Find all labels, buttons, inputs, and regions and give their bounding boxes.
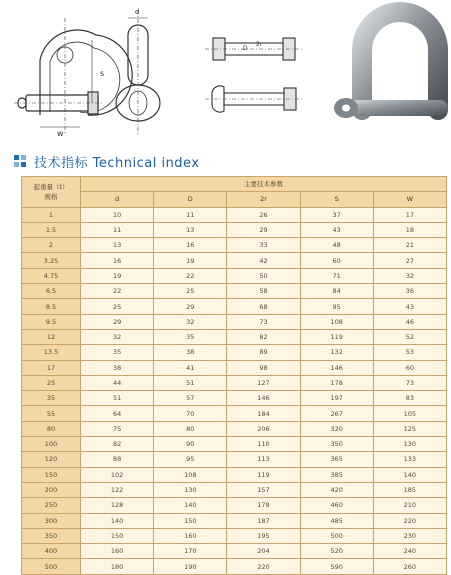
table-cell: 150 bbox=[81, 528, 154, 543]
row-label-cell: 120 bbox=[22, 452, 81, 467]
table-cell: 19 bbox=[81, 268, 154, 283]
column-header: D bbox=[154, 192, 227, 207]
table-cell: 83 bbox=[373, 391, 446, 406]
table-cell: 58 bbox=[227, 284, 300, 299]
table-cell: 157 bbox=[227, 482, 300, 497]
table-cell: 50 bbox=[227, 268, 300, 283]
table-cell: 170 bbox=[154, 544, 227, 559]
table-cell: 60 bbox=[373, 360, 446, 375]
row-label-cell: 25 bbox=[22, 375, 81, 390]
table-cell: 108 bbox=[300, 314, 373, 329]
table-cell: 16 bbox=[154, 238, 227, 253]
table-cell: 230 bbox=[373, 528, 446, 543]
table-cell: 127 bbox=[227, 375, 300, 390]
row-label-cell: 55 bbox=[22, 406, 81, 421]
table-cell: 146 bbox=[300, 360, 373, 375]
table-cell: 80 bbox=[154, 421, 227, 436]
table-cell: 19 bbox=[154, 253, 227, 268]
table-cell: 365 bbox=[300, 452, 373, 467]
table-cell: 46 bbox=[373, 314, 446, 329]
table-cell: 385 bbox=[300, 467, 373, 482]
table-cell: 320 bbox=[300, 421, 373, 436]
header-squares-icon bbox=[14, 155, 26, 167]
table-cell: 146 bbox=[227, 391, 300, 406]
table-cell: 90 bbox=[154, 437, 227, 452]
table-row bbox=[22, 375, 447, 390]
table-cell: 68 bbox=[227, 299, 300, 314]
table-cell: 125 bbox=[373, 421, 446, 436]
table-cell: 32 bbox=[81, 329, 154, 344]
table-cell: 25 bbox=[154, 284, 227, 299]
row-label-cell: 100 bbox=[22, 437, 81, 452]
table-cell: 485 bbox=[300, 513, 373, 528]
table-row bbox=[22, 238, 447, 253]
table-cell: 71 bbox=[300, 268, 373, 283]
table-row bbox=[22, 207, 447, 222]
table-cell: 110 bbox=[227, 437, 300, 452]
table-cell: 33 bbox=[227, 238, 300, 253]
table-cell: 520 bbox=[300, 544, 373, 559]
table-cell: 44 bbox=[81, 375, 154, 390]
table-row bbox=[22, 452, 447, 467]
table-row bbox=[22, 544, 447, 559]
table-row bbox=[22, 360, 447, 375]
table-cell: 178 bbox=[227, 498, 300, 513]
table-cell: 128 bbox=[81, 498, 154, 513]
table-cell: 82 bbox=[81, 437, 154, 452]
load-header: 起重量（t） bbox=[33, 182, 69, 191]
table-row bbox=[22, 268, 447, 283]
table-cell: 32 bbox=[373, 268, 446, 283]
column-header: 2r bbox=[227, 192, 300, 207]
table-cell: 43 bbox=[300, 222, 373, 237]
table-row bbox=[22, 391, 447, 406]
row-label-cell: 35 bbox=[22, 391, 81, 406]
table-row bbox=[22, 284, 447, 299]
table-cell: 64 bbox=[81, 406, 154, 421]
table-cell: 119 bbox=[300, 329, 373, 344]
table-cell: 36 bbox=[373, 284, 446, 299]
table-row bbox=[22, 253, 447, 268]
dim-D-label: D bbox=[243, 45, 248, 52]
table-row bbox=[22, 421, 447, 436]
table-cell: 130 bbox=[373, 437, 446, 452]
row-label-cell: 4.75 bbox=[22, 268, 81, 283]
table-cell: 102 bbox=[81, 467, 154, 482]
row-label-cell: 350 bbox=[22, 528, 81, 543]
table-cell: 105 bbox=[373, 406, 446, 421]
table-cell: 95 bbox=[300, 299, 373, 314]
table-cell: 35 bbox=[154, 329, 227, 344]
table-cell: 184 bbox=[227, 406, 300, 421]
load-spec-header bbox=[22, 177, 81, 208]
table-cell: 260 bbox=[373, 559, 446, 574]
table-cell: 84 bbox=[300, 284, 373, 299]
row-label-cell: 6.5 bbox=[22, 284, 81, 299]
table-cell: 73 bbox=[373, 375, 446, 390]
table-cell: 420 bbox=[300, 482, 373, 497]
row-label-cell: 8.5 bbox=[22, 299, 81, 314]
table-row bbox=[22, 437, 447, 452]
table-cell: 180 bbox=[81, 559, 154, 574]
table-cell: 35 bbox=[81, 345, 154, 360]
table-row bbox=[22, 559, 447, 574]
table-cell: 140 bbox=[81, 513, 154, 528]
table-cell: 130 bbox=[154, 482, 227, 497]
table-cell: 41 bbox=[154, 360, 227, 375]
table-row bbox=[22, 513, 447, 528]
table-cell: 160 bbox=[81, 544, 154, 559]
column-header: W bbox=[373, 192, 446, 207]
table-row bbox=[22, 314, 447, 329]
table-cell: 267 bbox=[300, 406, 373, 421]
table-cell: 119 bbox=[227, 467, 300, 482]
table-cell: 95 bbox=[154, 452, 227, 467]
table-cell: 140 bbox=[373, 467, 446, 482]
group-header: 主要技术参数 bbox=[81, 177, 447, 192]
table-cell: 42 bbox=[227, 253, 300, 268]
table-cell: 27 bbox=[373, 253, 446, 268]
table-cell: 26 bbox=[227, 207, 300, 222]
table-cell: 48 bbox=[300, 238, 373, 253]
table-cell: 204 bbox=[227, 544, 300, 559]
table-cell: 73 bbox=[227, 314, 300, 329]
column-header: d bbox=[81, 192, 154, 207]
row-label-cell: 2 bbox=[22, 238, 81, 253]
row-label-cell: 9.5 bbox=[22, 314, 81, 329]
table-row bbox=[22, 222, 447, 237]
table-cell: 38 bbox=[81, 360, 154, 375]
table-cell: 460 bbox=[300, 498, 373, 513]
table-cell: 43 bbox=[373, 299, 446, 314]
table-cell: 32 bbox=[154, 314, 227, 329]
table-row bbox=[22, 406, 447, 421]
front-view-drawing bbox=[14, 18, 132, 135]
table-cell: 13 bbox=[81, 238, 154, 253]
section-title: 技术指标 Technical index bbox=[34, 155, 200, 171]
table-row bbox=[22, 498, 447, 513]
table-cell: 178 bbox=[300, 375, 373, 390]
table-cell: 122 bbox=[81, 482, 154, 497]
technical-table bbox=[21, 176, 447, 575]
table-cell: 133 bbox=[373, 452, 446, 467]
table-row bbox=[22, 299, 447, 314]
table-cell: 11 bbox=[154, 207, 227, 222]
row-label-cell: 12 bbox=[22, 329, 81, 344]
shackle-photo bbox=[334, 12, 448, 118]
table-cell: 51 bbox=[154, 375, 227, 390]
table-cell: 13 bbox=[154, 222, 227, 237]
table-row bbox=[22, 329, 447, 344]
table-cell: 70 bbox=[154, 406, 227, 421]
table-cell: 500 bbox=[300, 528, 373, 543]
table-cell: 240 bbox=[373, 544, 446, 559]
table-row bbox=[22, 467, 447, 482]
table-cell: 88 bbox=[81, 452, 154, 467]
section-header bbox=[14, 151, 200, 171]
table-cell: 113 bbox=[227, 452, 300, 467]
table-cell: 220 bbox=[373, 513, 446, 528]
table-cell: 140 bbox=[154, 498, 227, 513]
table-cell: 11 bbox=[81, 222, 154, 237]
table-cell: 75 bbox=[81, 421, 154, 436]
spec-header: 规格 bbox=[44, 192, 58, 201]
row-label-cell: 1.5 bbox=[22, 222, 81, 237]
table-cell: 98 bbox=[227, 360, 300, 375]
row-label-cell: 400 bbox=[22, 544, 81, 559]
table-cell: 195 bbox=[227, 528, 300, 543]
table-cell: 132 bbox=[300, 345, 373, 360]
table-cell: 21 bbox=[373, 238, 446, 253]
table-cell: 190 bbox=[154, 559, 227, 574]
row-label-cell: 13.5 bbox=[22, 345, 81, 360]
table-cell: 57 bbox=[154, 391, 227, 406]
table-cell: 29 bbox=[81, 314, 154, 329]
row-label-cell: 200 bbox=[22, 482, 81, 497]
dim-d-label: d bbox=[135, 8, 140, 16]
pin-view-drawing bbox=[205, 38, 303, 112]
table-cell: 206 bbox=[227, 421, 300, 436]
table-cell: 22 bbox=[81, 284, 154, 299]
row-label-cell: 250 bbox=[22, 498, 81, 513]
table-cell: 185 bbox=[373, 482, 446, 497]
table-row bbox=[22, 345, 447, 360]
table-cell: 51 bbox=[81, 391, 154, 406]
table-cell: 197 bbox=[300, 391, 373, 406]
table-cell: 89 bbox=[227, 345, 300, 360]
table-cell: 150 bbox=[154, 513, 227, 528]
table-cell: 17 bbox=[373, 207, 446, 222]
row-label-cell: 80 bbox=[22, 421, 81, 436]
dim-2r-label: 2r bbox=[256, 41, 263, 48]
row-label-cell: 300 bbox=[22, 513, 81, 528]
table-cell: 16 bbox=[81, 253, 154, 268]
table-body bbox=[22, 207, 447, 574]
dim-s-label: s bbox=[100, 69, 105, 78]
table-cell: 210 bbox=[373, 498, 446, 513]
row-label-cell: 150 bbox=[22, 467, 81, 482]
table-cell: 220 bbox=[227, 559, 300, 574]
table-cell: 160 bbox=[154, 528, 227, 543]
row-label-cell: 500 bbox=[22, 559, 81, 574]
side-view-drawing bbox=[116, 10, 160, 135]
table-cell: 37 bbox=[300, 207, 373, 222]
table-cell: 52 bbox=[373, 329, 446, 344]
row-label-cell: 1 bbox=[22, 207, 81, 222]
table-row bbox=[22, 528, 447, 543]
column-header-row bbox=[22, 192, 447, 207]
table-cell: 22 bbox=[154, 268, 227, 283]
table-cell: 108 bbox=[154, 467, 227, 482]
shackle-drawings bbox=[0, 0, 451, 145]
table-cell: 29 bbox=[227, 222, 300, 237]
column-header: S bbox=[300, 192, 373, 207]
table-row bbox=[22, 482, 447, 497]
table-cell: 38 bbox=[154, 345, 227, 360]
table-cell: 53 bbox=[373, 345, 446, 360]
table-cell: 29 bbox=[154, 299, 227, 314]
table-cell: 60 bbox=[300, 253, 373, 268]
row-label-cell: 17 bbox=[22, 360, 81, 375]
table-cell: 187 bbox=[227, 513, 300, 528]
table-cell: 18 bbox=[373, 222, 446, 237]
dim-w-label: w bbox=[57, 129, 64, 138]
table-cell: 350 bbox=[300, 437, 373, 452]
table-cell: 25 bbox=[81, 299, 154, 314]
table-cell: 590 bbox=[300, 559, 373, 574]
table-cell: 10 bbox=[81, 207, 154, 222]
row-label-cell: 3.25 bbox=[22, 253, 81, 268]
table-cell: 82 bbox=[227, 329, 300, 344]
